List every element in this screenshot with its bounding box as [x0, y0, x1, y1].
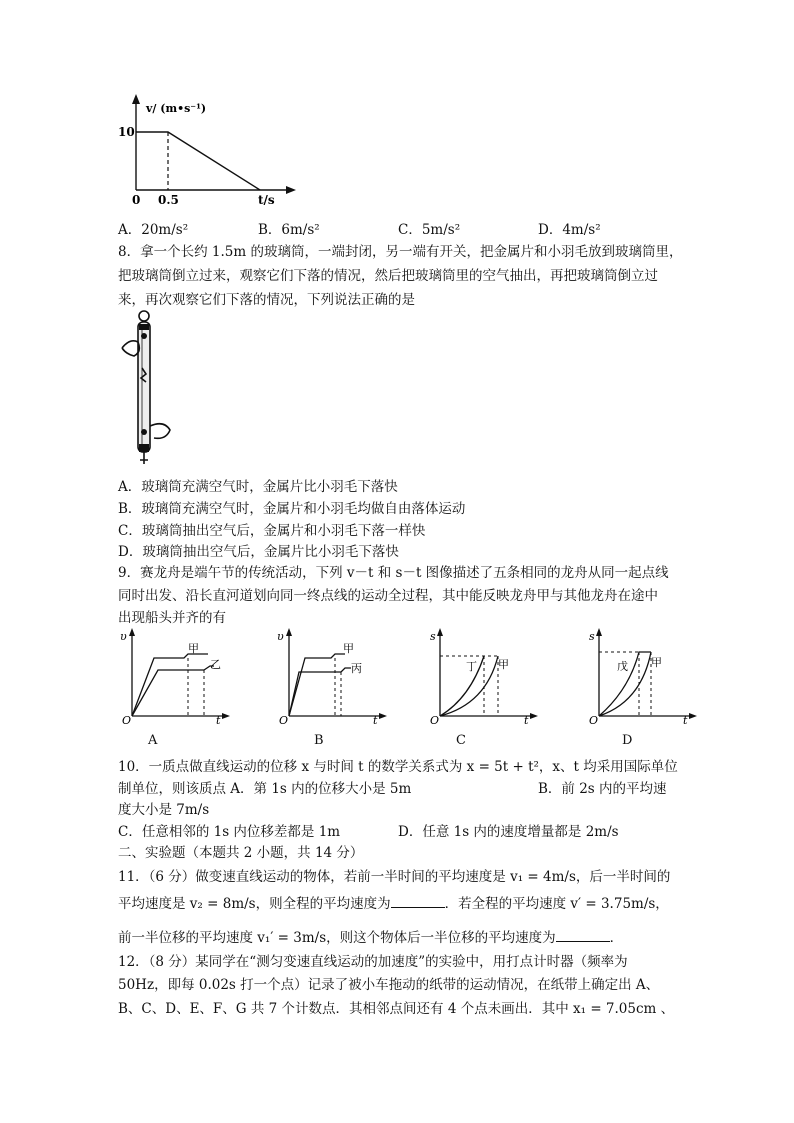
q9-line-1: 9．赛龙舟是端午节的传统活动，下列 v－t 和 s－t 图像描述了五条相同的龙舟从同一起点线 [118, 565, 669, 581]
q8-option-d: D．玻璃筒抽出空气后，金属片比小羽毛下落快 [118, 544, 399, 560]
q9-d-label-1: 戊 [617, 660, 628, 673]
q9-a-t: t [216, 714, 221, 724]
q7-option-c: C．5m/s² [398, 222, 461, 238]
q10-option-c: C．任意相邻的 1s 内位移差都是 1m [118, 824, 341, 840]
q7-option-d: D．4m/s² [538, 222, 601, 238]
q9-b-origin: O [279, 714, 289, 724]
q11-line-2 [118, 894, 669, 914]
q9-a-origin: O [122, 714, 132, 724]
q8-option-a: A．玻璃筒充满空气时，金属片比小羽毛下落快 [118, 479, 398, 495]
q9-caption-c: C [456, 733, 466, 748]
q12-line-3: B、C、D、E、F、G 共 7 个计数点．其相邻点间还有 4 个点未画出．其中 x₁ = 7.05cm 、 [118, 1001, 675, 1017]
q9-d-axis: s [589, 630, 595, 643]
q9-caption-a: A [148, 733, 158, 748]
q7-option-a: A．20m/s² [118, 222, 189, 238]
q10-option-d: D．任意 1s 内的速度增量都是 2m/s [398, 824, 619, 840]
glass-tube-illustration [118, 308, 188, 468]
q9-c-t: t [524, 714, 529, 724]
q9-b-label-1: 甲 [343, 642, 354, 655]
q10-line-1: 10．一质点做直线运动的位移 x 与时间 t 的数学关系式为 x = 5t + t²，x、t 均采用国际单位 [118, 759, 678, 775]
section-2-heading: 二、实验题（本题共 2 小题，共 14 分） [118, 845, 364, 861]
q9-line-2: 同时出发、沿长直河道划向同一终点线的运动全过程，其中能反映龙舟甲与其他龙舟在途中 [118, 588, 658, 604]
q11-line-3a: 前一半位移的平均速度 v₁′ = 3m/s，则这个物体后一半位移的平均速度为 [118, 930, 556, 946]
q7-y-label: v/ (m•s⁻¹) [146, 102, 207, 115]
q9-d-origin: O [589, 714, 599, 724]
q7-x-label: t/s [258, 193, 275, 207]
q9-b-t: t [373, 714, 378, 724]
q8-option-c: C．玻璃筒抽出空气后，金属片和小羽毛下落一样快 [118, 523, 426, 539]
q11-line-3 [118, 928, 623, 948]
q9-c-label-2: 甲 [498, 658, 509, 671]
q7-vt-graph [118, 92, 308, 212]
q8-line-3: 来，再次观察它们下落的情况，下列说法正确的是 [118, 292, 415, 308]
q11-line-2b: ．若全程的平均速度 v′ = 3.75m/s， [444, 896, 669, 912]
q11-line-1: 11．（6 分）做变速直线运动的物体，若前一半时间的平均速度是 v₁ = 4m/s，后一半时间的 [118, 869, 671, 885]
q9-c-axis: s [430, 630, 436, 643]
q8-line-2: 把玻璃筒倒立过来，观察它们下落的情况，然后把玻璃筒里的空气抽出，再把玻璃筒倒立过 [118, 268, 658, 284]
q12-line-2: 50Hz，即每 0.02s 打一个点）记录了被小车拖动的纸带的运动情况，在纸带上确定出 A、 [118, 977, 660, 993]
q8-line-1: 8．拿一个长约 1.5m 的玻璃筒，一端封闭，另一端有开关，把金属片和小羽毛放到玻璃筒里， [118, 244, 683, 260]
q7-x-tick: 0.5 [158, 193, 179, 207]
q9-a-label-1: 甲 [188, 642, 199, 655]
q9-graph-c [426, 628, 538, 724]
q10-line-3: 度大小是 7m/s [118, 802, 210, 818]
q9-a-label-2: 乙 [210, 658, 221, 671]
q7-option-b: B．6m/s² [258, 222, 320, 238]
q12-line-1: 12．（8 分）某同学在“测匀变速直线运动的加速度”的实验中，用打点计时器（频率为 [118, 954, 628, 970]
q11-line-2a: 平均速度是 v₂ = 8m/s，则全程的平均速度为 [118, 896, 391, 912]
q11-answer-blank-2[interactable] [556, 929, 610, 942]
q9-b-axis: υ [277, 630, 284, 643]
q9-caption-d: D [622, 733, 633, 748]
q9-a-axis: υ [120, 630, 127, 643]
q10-line-2a: 制单位，则该质点 A．第 1s 内的位移大小是 5m [118, 781, 412, 797]
q8-option-b: B．玻璃筒充满空气时，金属片和小羽毛均做自由落体运动 [118, 501, 466, 517]
q9-graph-d [585, 628, 697, 724]
q10-line-2b: B．前 2s 内的平均速 [538, 781, 667, 797]
q9-b-label-2: 丙 [351, 662, 362, 675]
q9-c-origin: O [430, 714, 440, 724]
q9-graph-b [275, 628, 387, 724]
q9-line-3: 出现船头并齐的有 [118, 610, 226, 626]
q9-c-label-1: 丁 [466, 660, 477, 673]
q11-answer-blank-1[interactable] [391, 895, 445, 908]
q7-origin: 0 [132, 193, 141, 207]
q7-y-tick: 10 [118, 125, 135, 139]
q9-caption-b: B [314, 733, 324, 748]
q9-d-label-2: 甲 [651, 656, 662, 669]
q9-graph-a [118, 628, 230, 724]
q11-line-3b: ． [609, 930, 624, 946]
q9-d-t: t [683, 714, 688, 724]
